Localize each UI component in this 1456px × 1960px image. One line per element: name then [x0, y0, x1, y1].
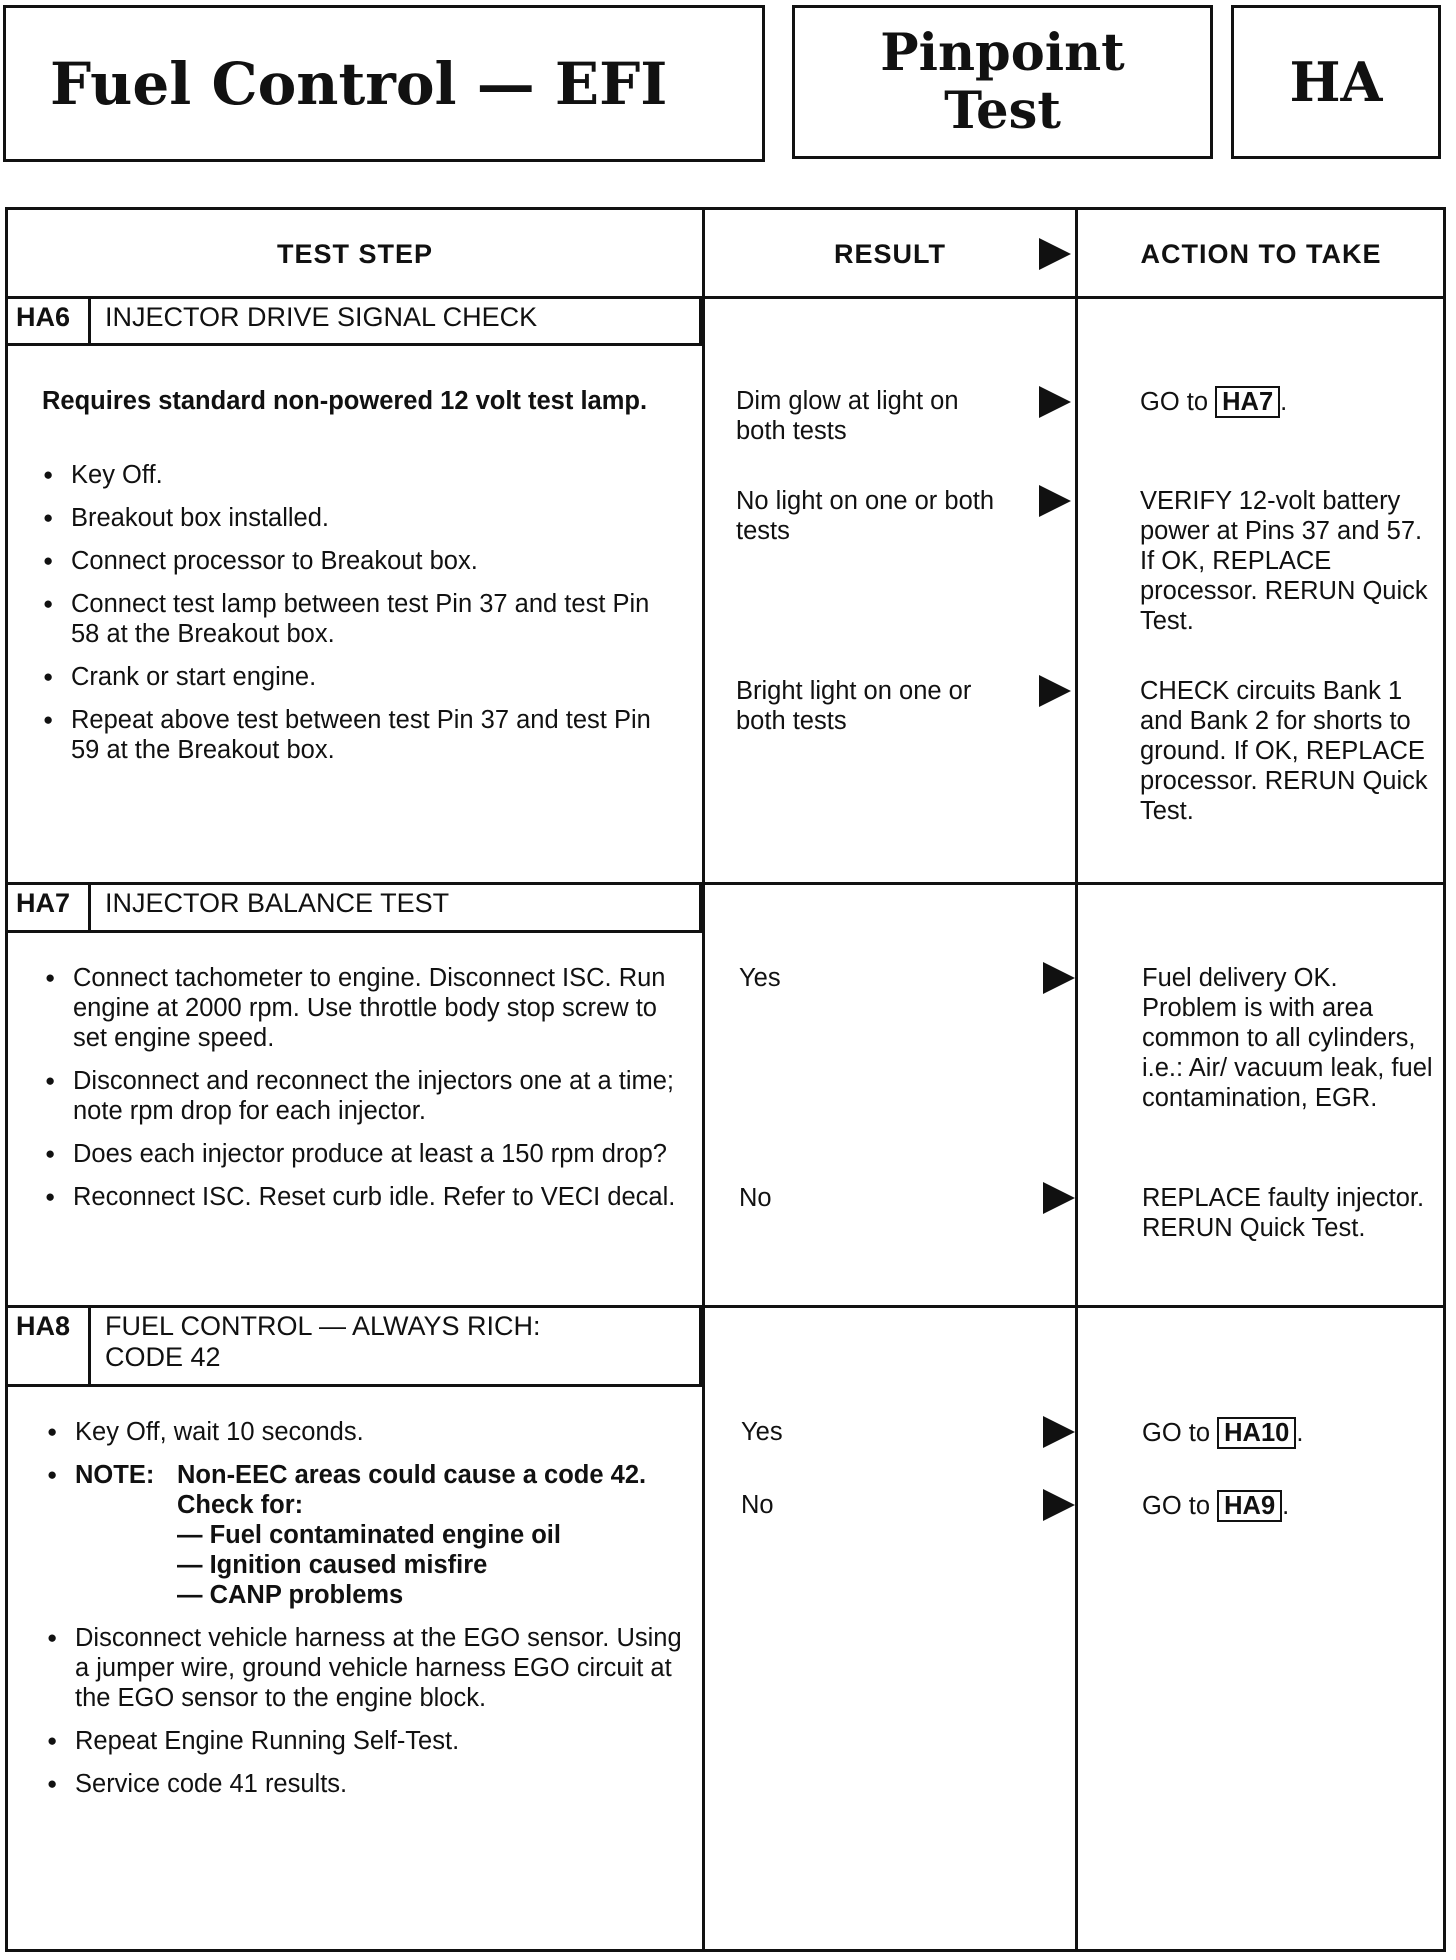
- result-text: Yes: [741, 1418, 783, 1446]
- action-text: [1140, 386, 1430, 418]
- arrow-icon: [1039, 675, 1071, 707]
- test-code: HA: [1231, 5, 1441, 159]
- result-text: No light on one or both tests: [736, 487, 995, 545]
- action-suffix: .: [1296, 1419, 1304, 1447]
- arrow-icon: [1043, 1489, 1075, 1521]
- action-text: [1142, 1417, 1434, 1449]
- step-id: HA7: [8, 882, 91, 930]
- column-header-test-step: TEST STEP: [276, 238, 434, 269]
- action-text: VERIFY 12-volt battery power at Pins 37 and 57. If OK, REPLACE processor. RERUN Quick Test.: [1140, 487, 1428, 635]
- action-suffix: .: [1282, 1492, 1290, 1520]
- step-title: INJECTOR BALANCE TEST: [105, 888, 450, 918]
- note-text: Non-EEC areas could cause a code 42.: [177, 1461, 647, 1489]
- note-item: [46, 1460, 696, 1610]
- check-for-label: Check for:: [177, 1491, 304, 1519]
- result-text: Bright light on one or both tests: [736, 677, 972, 735]
- step-bullets: [44, 963, 694, 1225]
- step-reference[interactable]: HA7: [1215, 386, 1280, 418]
- action-prefix: GO to: [1142, 1492, 1211, 1520]
- step-bullets: [42, 460, 682, 778]
- list-item: ● Breakout box installed.: [42, 503, 682, 533]
- step-title-line2: CODE 42: [105, 1342, 221, 1372]
- step-header-ha7: [8, 882, 702, 933]
- action-prefix: GO to: [1140, 388, 1209, 416]
- step-title-line1: FUEL CONTROL — ALWAYS RICH:: [105, 1311, 541, 1341]
- list-item: ● Key Off.: [42, 460, 682, 490]
- action-prefix: GO to: [1142, 1419, 1211, 1447]
- list-item: ● Key Off, wait 10 seconds.: [46, 1417, 696, 1447]
- column-divider: [1075, 210, 1078, 1949]
- step-reference[interactable]: HA10: [1217, 1417, 1296, 1449]
- action-text: [1142, 1490, 1434, 1522]
- check-item: — CANP problems: [177, 1581, 404, 1609]
- column-header-result: [705, 210, 1075, 298]
- step-id: HA8: [8, 1305, 91, 1384]
- step-intro: Requires standard non-powered 12 volt test lamp.: [42, 387, 648, 415]
- action-suffix: .: [1280, 388, 1288, 416]
- arrow-icon: [1039, 238, 1071, 270]
- pinpoint-line1: Pinpoint: [880, 23, 1125, 83]
- list-item: ● Connect test lamp between test Pin 37 and test Pin 58 at the Breakout box.: [42, 589, 682, 649]
- pinpoint-test-label: [792, 5, 1213, 159]
- result-header-label: RESULT: [834, 238, 946, 269]
- note-label: ● NOTE:: [75, 1461, 155, 1489]
- list-item: ● Repeat Engine Running Self-Test.: [46, 1726, 696, 1756]
- list-item: ● Connect tachometer to engine. Disconnect ISC. Run engine at 2000 rpm. Use throttle body stop screw to set engine speed.: [44, 963, 694, 1053]
- list-item: ● Connect processor to Breakout box.: [42, 546, 682, 576]
- list-item: ● Crank or start engine.: [42, 662, 682, 692]
- check-item: — Fuel contaminated engine oil: [177, 1521, 561, 1549]
- arrow-icon: [1043, 962, 1075, 994]
- action-text: CHECK circuits Bank 1 and Bank 2 for shorts to ground. If OK, REPLACE processor. RERUN Quick Test.: [1140, 677, 1428, 825]
- step-header-ha6: [8, 296, 702, 346]
- arrow-icon: [1043, 1182, 1075, 1214]
- page-title: Fuel Control — EFI: [3, 5, 765, 162]
- step-title: [105, 1311, 541, 1373]
- list-item: ● Disconnect vehicle harness at the EGO sensor. Using a jumper wire, ground vehicle harness EGO circuit at the EGO sensor to the engine block.: [46, 1623, 696, 1713]
- list-item: ● Does each injector produce at least a 150 rpm drop?: [44, 1139, 694, 1169]
- result-text: Dim glow at light on both tests: [736, 387, 959, 445]
- list-item: ● Repeat above test between test Pin 37 and test Pin 59 at the Breakout box.: [42, 705, 682, 765]
- step-header-ha8: [8, 1305, 702, 1387]
- result-text: Yes: [739, 964, 781, 992]
- result-text: No: [741, 1491, 774, 1519]
- step-title: INJECTOR DRIVE SIGNAL CHECK: [105, 302, 538, 332]
- list-item: ● Reconnect ISC. Reset curb idle. Refer to VECI decal.: [44, 1182, 694, 1212]
- step-reference[interactable]: HA9: [1217, 1490, 1282, 1522]
- column-header-action: ACTION TO TAKE: [1140, 238, 1382, 269]
- step-id: HA6: [8, 296, 91, 343]
- pinpoint-test-table: [5, 207, 1446, 1952]
- result-text: No: [739, 1184, 772, 1212]
- action-text: Fuel delivery OK. Problem is with area common to all cylinders, i.e.: Air/ vacuum leak, fuel contamination, EGR.: [1142, 964, 1433, 1112]
- arrow-icon: [1039, 386, 1071, 418]
- column-divider: [702, 210, 705, 1949]
- step-bullets: [46, 1417, 696, 1812]
- action-text: REPLACE faulty injector. RERUN Quick Test.: [1142, 1184, 1425, 1242]
- list-item: ● Disconnect and reconnect the injectors one at a time; note rpm drop for each injector.: [44, 1066, 694, 1126]
- list-item: ● Service code 41 results.: [46, 1769, 696, 1799]
- pinpoint-line2: Test: [944, 81, 1061, 141]
- check-item: — Ignition caused misfire: [177, 1551, 488, 1579]
- arrow-icon: [1043, 1416, 1075, 1448]
- arrow-icon: [1039, 485, 1071, 517]
